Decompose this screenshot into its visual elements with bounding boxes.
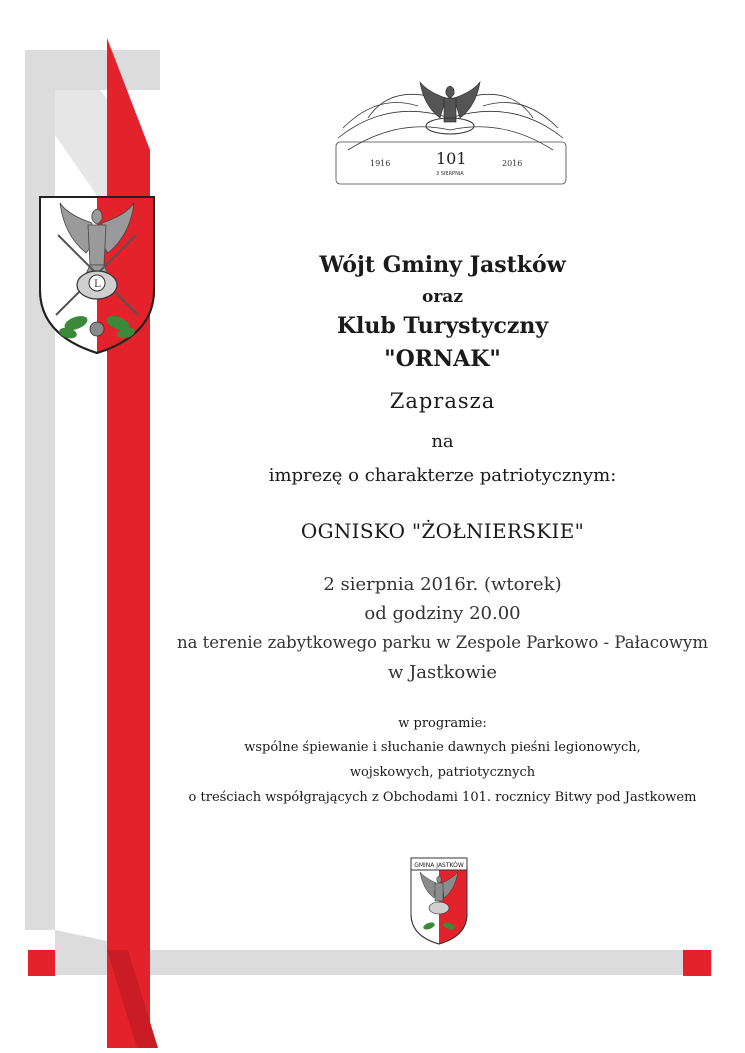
event-location-2: w Jastkowie (387, 662, 498, 683)
event-location-1: na terenie zabytkowego parku w Zespole Parkowo - Pałacowym (176, 633, 709, 652)
program-line-3: o treściach współgrających z Obchodami 101. rocznicy Bitwy pod Jastkowem (188, 790, 697, 805)
medallion-year-start: 1916 (370, 159, 391, 168)
medallion-anniversary: 101 (436, 149, 467, 168)
medallion-emblem (328, 78, 573, 190)
medallion-year-end: 2016 (502, 159, 523, 168)
invite-verb: Zaprasza (389, 389, 496, 413)
organizer-2: Klub Turystyczny (336, 313, 549, 339)
gmina-crest-icon (407, 856, 471, 946)
gmina-label: GMINA JASTKÓW (414, 862, 464, 869)
conjunction-text: oraz (422, 287, 463, 307)
program-intro: w programie: (398, 716, 487, 731)
red-square-left (28, 950, 55, 976)
eagle-crest-icon (38, 195, 156, 355)
event-date: 2 sierpnia 2016r. (wtorek) (323, 574, 562, 595)
invite-preposition: na (431, 431, 454, 452)
organizer-2-name: "ORNAK" (384, 346, 501, 372)
red-square-right (683, 950, 711, 976)
event-title: OGNISKO "ŻOŁNIERSKIE" (300, 519, 585, 543)
svg-text:L: L (94, 279, 101, 290)
event-kind: imprezę o charakterze patriotycznym: (268, 465, 617, 486)
program-line-2: wojskowych, patriotycznych (349, 765, 536, 780)
red-ribbon (107, 38, 150, 1048)
medallion-date: 3 SIERPNIA (436, 171, 464, 177)
gray-frame-bottom (55, 930, 712, 975)
event-time: od godziny 20.00 (364, 603, 521, 624)
program-line-1: wspólne śpiewanie i słuchanie dawnych pieśni legionowych, (244, 740, 641, 755)
organizer-1: Wójt Gminy Jastków (319, 252, 566, 278)
